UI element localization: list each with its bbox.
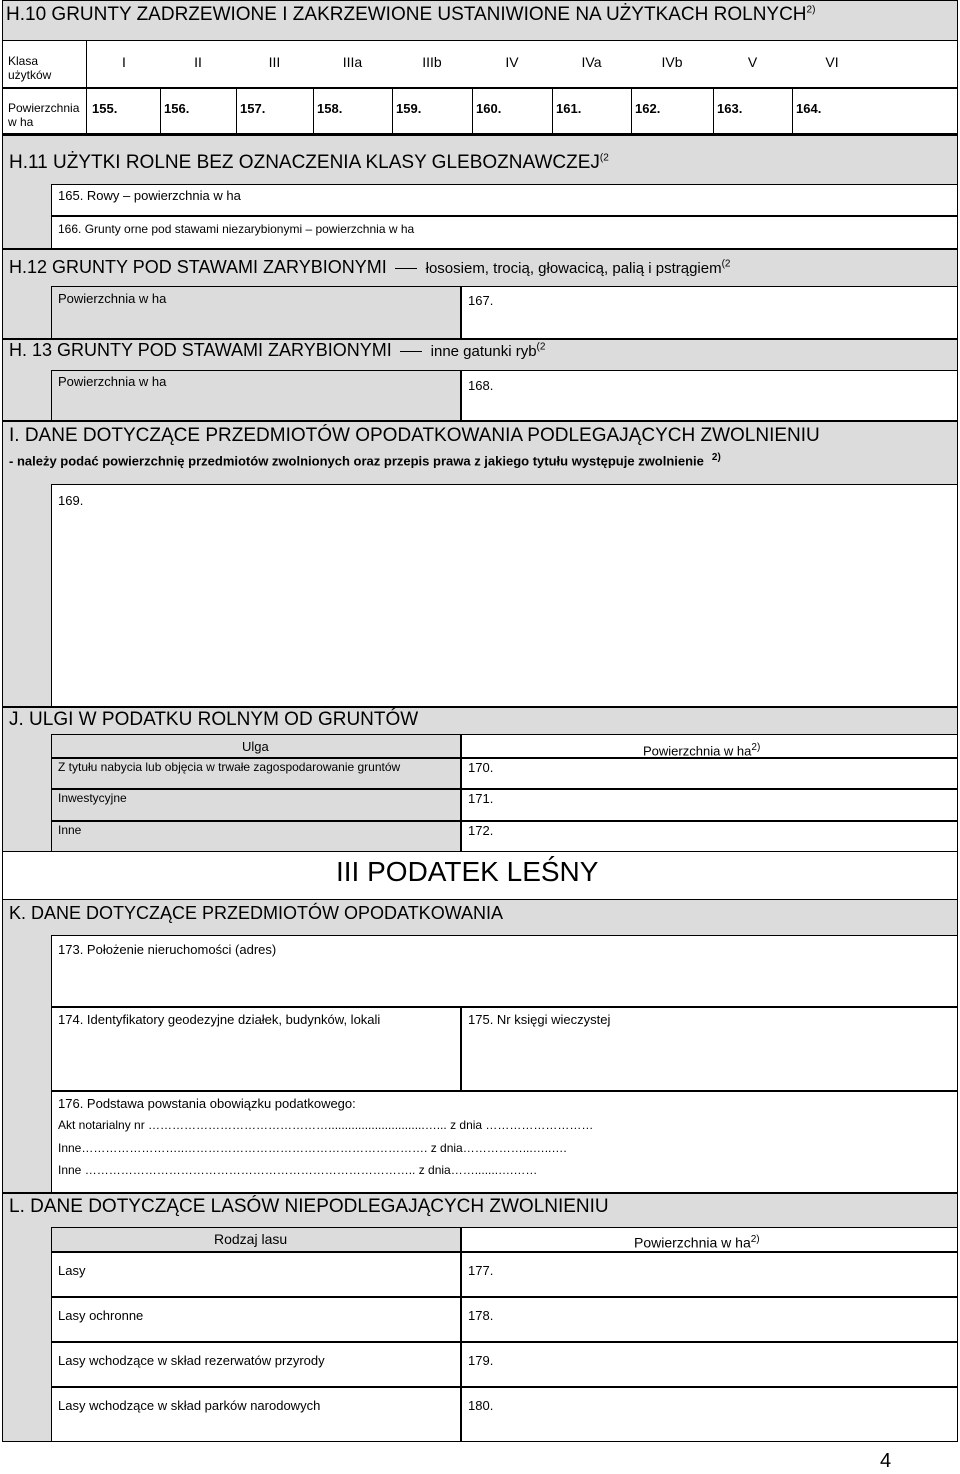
field-179[interactable] [461, 1342, 958, 1387]
page-number: 4 [880, 1450, 892, 1472]
field-169[interactable] [51, 484, 958, 707]
field-175-label: 175. Nr księgi wieczystej [468, 1012, 611, 1027]
field-177[interactable] [461, 1252, 958, 1297]
field-172[interactable] [461, 821, 958, 852]
h10-class-9: V [747, 54, 758, 70]
h13-area-label: Powierzchnia w ha [58, 374, 167, 389]
field-172-number: 172. [468, 823, 494, 838]
h10-class-1: I [122, 54, 126, 70]
field-177-number: 177. [468, 1263, 494, 1278]
h10-class-10: VI [825, 54, 839, 70]
field-170-number: 170. [468, 760, 494, 775]
section-l-row-label: Lasy wchodzące w skład parków narodowych [58, 1398, 321, 1413]
section-l-col-type-label: Rodzaj lasu [214, 1231, 288, 1247]
field-169-number: 169. [58, 493, 84, 508]
section-j-row-label-cell [51, 821, 461, 852]
h11-title: H.11 UŻYTKI ROLNE BEZ OZNACZENIA KLASY GLEBOZNAWCZEJ$^{(2}$ [9, 152, 609, 173]
field-155-number: 155. [92, 101, 118, 116]
part-iii-title: III PODATEK LEŚNY [336, 856, 599, 887]
section-l-col-area-label: Powierzchnia w $ha^{2)}$ [634, 1234, 760, 1251]
h10-class-5: IIIb [422, 54, 442, 70]
h10-class-2: II [194, 54, 202, 70]
field-170[interactable] [461, 758, 958, 789]
field-156-number: 156. [164, 101, 190, 116]
field-176-line-other-2: Inne ……………………………………………………………………….. z dnia…….......….…… [58, 1163, 538, 1177]
field-178[interactable] [461, 1297, 958, 1342]
field-174-label: 174. Identyfikatory geodezyjne działek, budynków, lokali [58, 1012, 381, 1027]
field-176-line-notarial: Akt notarialny nr ……………………………………….............................…... z dnia ……………………… [58, 1118, 594, 1132]
section-l-row-label-cell [51, 1387, 461, 1442]
field-171-number: 171. [468, 791, 494, 806]
field-180[interactable] [461, 1387, 958, 1442]
field-179-number: 179. [468, 1353, 494, 1368]
h12-area-label: Powierzchnia w ha [58, 291, 167, 306]
field-161-number: 161. [556, 101, 582, 116]
section-j-row-label: Inwestycyjne [58, 791, 127, 805]
field-178-number: 178. [468, 1308, 494, 1323]
field-173-label: 173. Położenie nieruchomości (adres) [58, 942, 277, 957]
field-165-label: 165. Rowy – powierzchnia w ha [58, 188, 241, 203]
field-180-number: 180. [468, 1398, 494, 1413]
section-j-title: J. ULGI W PODATKU ROLNYM OD GRUNTÓW [9, 709, 419, 730]
h10-class-8: IVb [661, 54, 683, 70]
field-158-number: 158. [317, 101, 343, 116]
section-l-row-label: Lasy ochronne [58, 1308, 144, 1323]
field-164-number: 164. [796, 101, 822, 116]
section-l-row-label: Lasy wchodzące w skład rezerwatów przyrody [58, 1353, 325, 1368]
section-i-title: I. DANE DOTYCZĄCE PRZEDMIOTÓW OPODATKOWANIA PODLEGAJĄCYCH ZWOLNIENIU [9, 425, 820, 446]
field-168[interactable] [461, 370, 958, 421]
h10-class-7: IVa [581, 54, 602, 70]
section-l-row-label: Lasy [58, 1263, 86, 1278]
section-j-row-label: Z tytułu nabycia lub objęcia w trwałe zagospodarowanie gruntów [58, 760, 401, 774]
section-l-title: L. DANE DOTYCZĄCE LASÓW NIEPODLEGAJĄCYCH ZWOLNIENIU [9, 1196, 609, 1217]
field-168-number: 168. [468, 378, 494, 393]
section-k-title: K. DANE DOTYCZĄCE PRZEDMIOTÓW OPODATKOWANIA [9, 903, 504, 923]
field-163-number: 163. [717, 101, 743, 116]
field-176-line-other-1: Inne……………………..……………………………………………………. z dnia……………...…..…. [58, 1141, 567, 1155]
field-159-number: 159. [396, 101, 422, 116]
h13-title: H. 13 GRUNTY POD STAWAMI ZARYBIONYMI inne gatunki ryb$^{(2}$ [9, 340, 546, 360]
section-j-col-ulga-label: Ulga [242, 739, 269, 754]
field-171[interactable] [461, 789, 958, 821]
field-160-number: 160. [476, 101, 502, 116]
h10-class-3: III [268, 54, 281, 70]
field-162-number: 162. [635, 101, 661, 116]
h12-title: H.12 GRUNTY POD STAWAMI ZARYBIONYMI łososiem, trocią, głowacicą, palią i pstrągiem$^{(2}$ [9, 257, 731, 277]
h10-class-label: Klasa użytków [8, 54, 52, 82]
section-j-row-label: Inne [58, 823, 82, 837]
field-166-label: 166. Grunty orne pod stawami niezarybionymi – powierzchnia w ha [58, 222, 415, 236]
h10-class-4: IIIa [342, 54, 363, 70]
h10-class-6: IV [505, 54, 519, 70]
field-176-label: 176. Podstawa powstania obowiązku podatkowego: [58, 1096, 356, 1111]
section-j-col-area-label: Powierzchnia w $ha^{2)}$ [643, 742, 761, 759]
field-167-number: 167. [468, 293, 494, 308]
section-l-row-label-cell [51, 1252, 461, 1297]
h10-title: H.10 GRUNTY ZADRZEWIONE I ZAKRZEWIONE USTANIWIONE NA UŻYTKACH ROLNYCH$^{2)}$ [6, 4, 816, 25]
section-i-note: - należy podać powierzchnię przedmiotów zwolnionych oraz przepis prawa z jakiego tytułu występuje zwolnienie $^{2)}$ [9, 452, 721, 469]
field-157-number: 157. [240, 101, 266, 116]
field-167[interactable] [461, 286, 958, 339]
h10-area-label: Powierzchnia w ha [8, 101, 80, 129]
